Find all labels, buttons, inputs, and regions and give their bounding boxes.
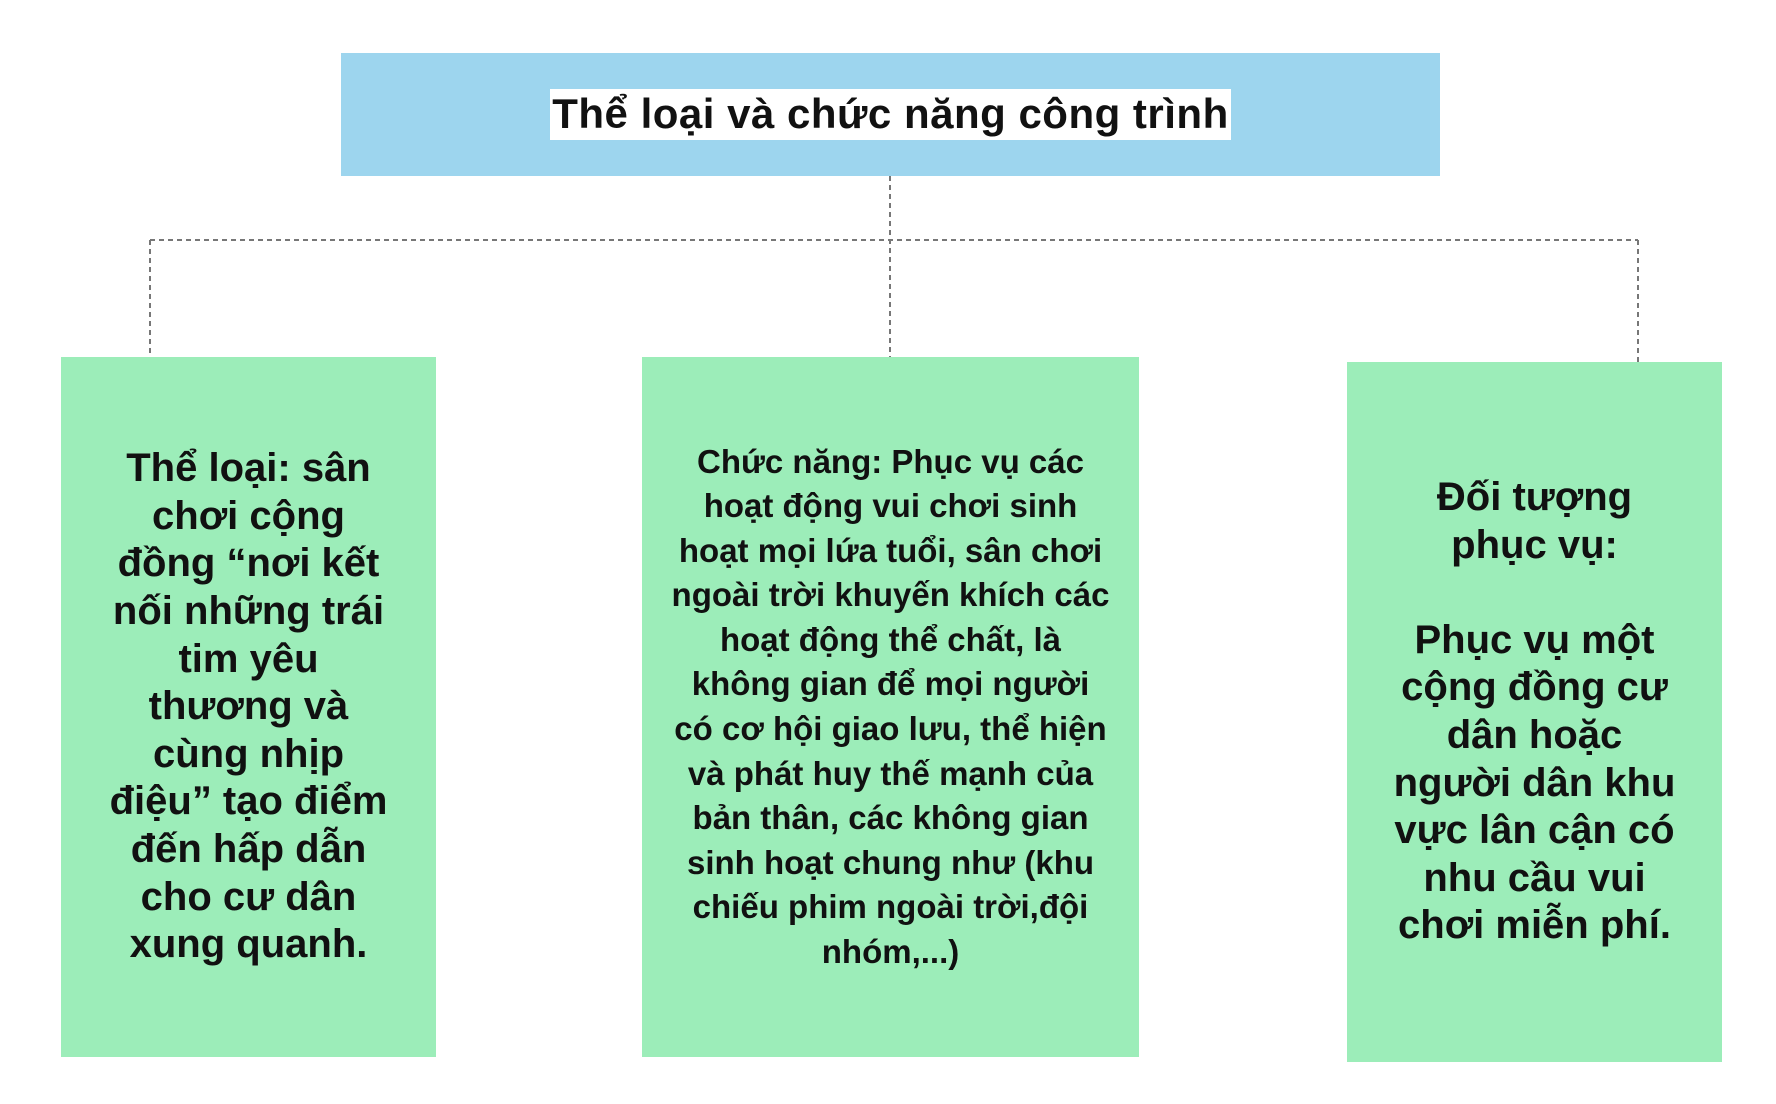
diagram-title: Thể loại và chức năng công trình bbox=[550, 89, 1231, 139]
audience-text: Đối tượng phục vụ: Phục vụ một cộng đồng cư dân hoặc người dân khu vực lân cận có nhu cầu vui chơi miễn phí. bbox=[1393, 475, 1676, 948]
audience-box bbox=[1347, 362, 1722, 1062]
function-box bbox=[642, 357, 1139, 1057]
title-box bbox=[341, 53, 1440, 176]
category-text: Thể loại: sân chơi cộng đồng “nơi kết nối những trái tim yêu thương và cùng nhịp điệu” tạo điểm đến hấp dẫn cho cư dân xung quanh. bbox=[109, 446, 388, 967]
category-box bbox=[61, 357, 436, 1057]
function-text: Chức năng: Phục vụ các hoạt động vui chơi sinh hoạt mọi lứa tuổi, sân chơi ngoài trời khuyến khích các hoạt động thể chất, là không gian để mọi người có cơ hội giao lưu, thể hiện và phát huy thế mạnh của bản thân, các không gian sinh hoạt chung như (khu chiếu phim ngoài trời,đội nhóm,...) bbox=[671, 442, 1110, 970]
